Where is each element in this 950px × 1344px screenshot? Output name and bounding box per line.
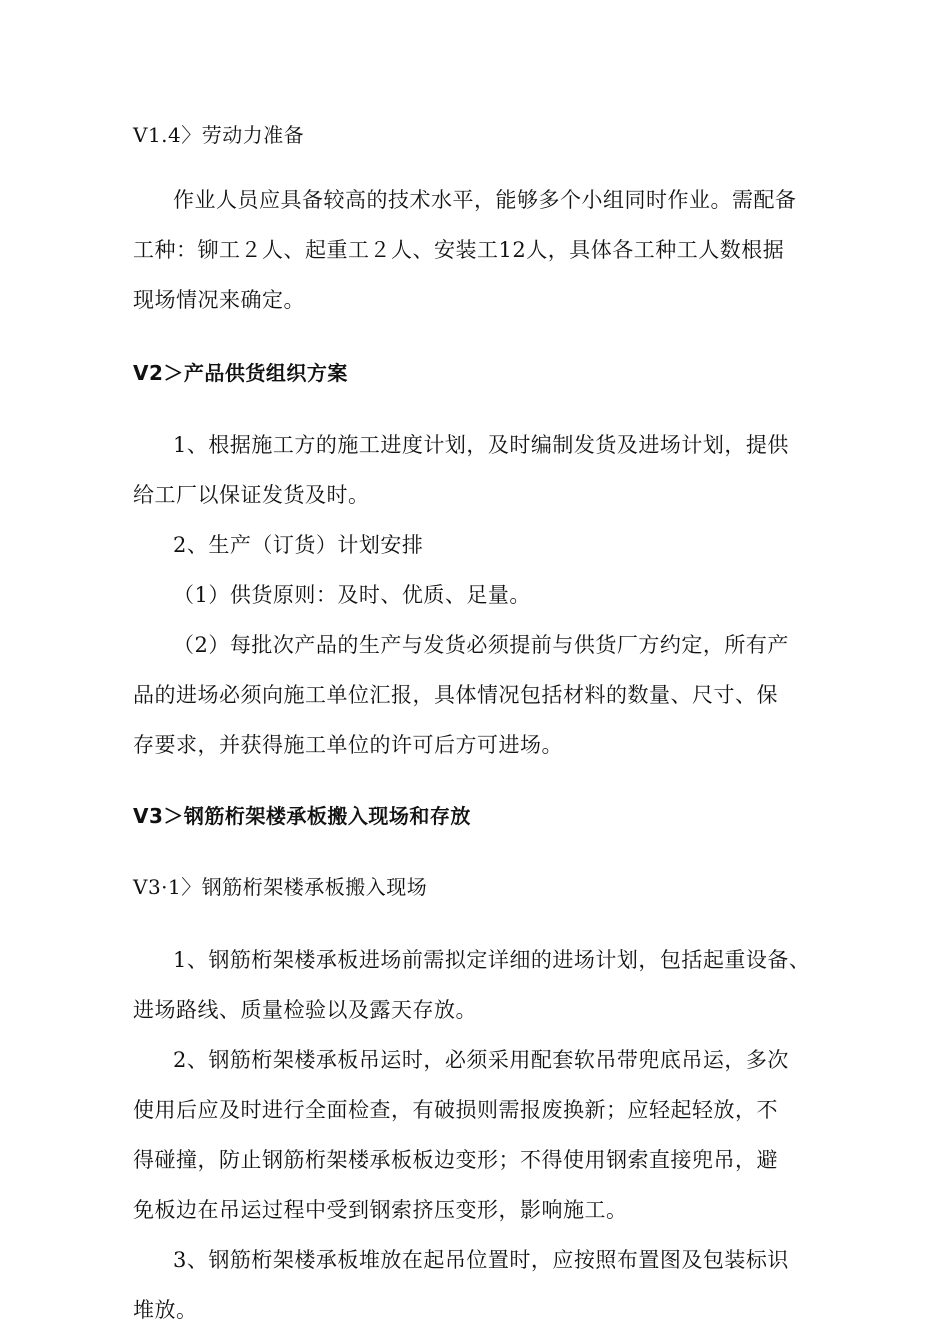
section-3-heading: V3＞钢筋桁架楼承板搬入现场和存放: [133, 804, 471, 828]
paragraph-line: 工种：铆工２人、起重工２人、安装工12人，具体各工种工人数根据: [133, 238, 785, 262]
paragraph-line: 现场情况来确定。: [133, 288, 305, 312]
paragraph-line: 存要求，并获得施工单位的许可后方可进场。: [133, 733, 563, 757]
list-item: 2、生产（订货）计划安排: [173, 533, 424, 557]
section-3-1-heading: V3·1〉钢筋桁架楼承板搬入现场: [133, 875, 428, 899]
paragraph-line: 品的进场必须向施工单位汇报，具体情况包括材料的数量、尺寸、保: [133, 683, 778, 707]
paragraph-line: 3、钢筋桁架楼承板堆放在起吊位置时，应按照布置图及包装标识: [173, 1248, 789, 1272]
list-item: （1）供货原则：及时、优质、足量。: [173, 583, 531, 607]
section-2-heading: V2＞产品供货组织方案: [133, 361, 348, 385]
paragraph-line: 免板边在吊运过程中受到钢索挤压变形，影响施工。: [133, 1198, 628, 1222]
paragraph-line: 堆放。: [133, 1298, 198, 1322]
section-1-4-heading: V1.4〉劳动力准备: [133, 123, 305, 147]
paragraph-line: 给工厂以保证发货及时。: [133, 483, 370, 507]
paragraph-line: （2）每批次产品的生产与发货必须提前与供货厂方约定，所有产: [173, 633, 789, 657]
paragraph-line: 作业人员应具备较高的技术水平，能够多个小组同时作业。需配备: [173, 188, 797, 212]
paragraph-line: 得碰撞，防止钢筋桁架楼承板板边变形；不得使用钢索直接兜吊，避: [133, 1148, 778, 1172]
paragraph-line: 进场路线、质量检验以及露天存放。: [133, 998, 477, 1022]
paragraph-line: 1、钢筋桁架楼承板进场前需拟定详细的进场计划，包括起重设备、: [173, 948, 811, 972]
paragraph-line: 2、钢筋桁架楼承板吊运时，必须采用配套软吊带兜底吊运，多次: [173, 1048, 789, 1072]
paragraph-line: 使用后应及时进行全面检查，有破损则需报废换新；应轻起轻放，不: [133, 1098, 778, 1122]
paragraph-line: 1、根据施工方的施工进度计划，及时编制发货及进场计划，提供: [173, 433, 789, 457]
